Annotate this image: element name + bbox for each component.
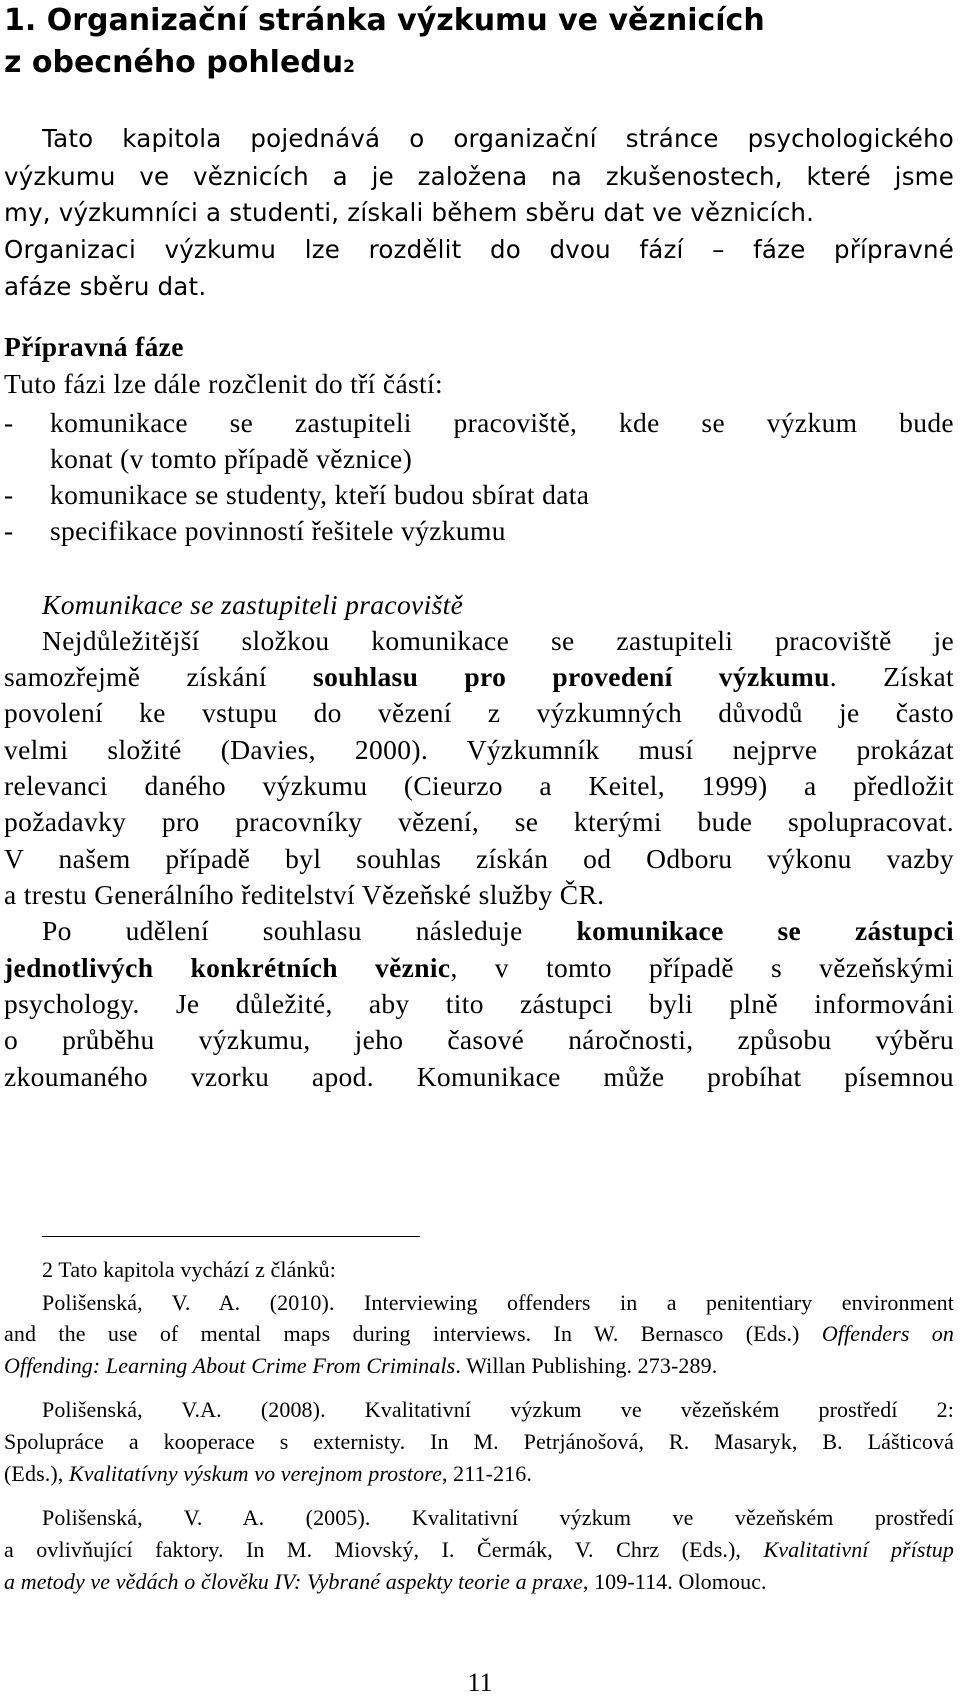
reference-text: , 109-114. Olomouc. <box>582 1569 767 1594</box>
reference-title: Kvalitativní přístup <box>763 1537 954 1562</box>
footnote-ref[interactable]: 2 <box>343 57 355 77</box>
reference-line: Polišenská, V. A. (2010). Interviewing offenders in a penitentiary environment <box>42 1290 954 1315</box>
body-text: Po udělení souhlasu následuje <box>42 915 577 946</box>
body-text: samozřejmě získání <box>4 661 314 692</box>
footnote-intro <box>42 1256 954 1284</box>
reference-title: Offending: Learning About Crime From Criminals <box>4 1353 456 1378</box>
reference-line <box>4 1320 954 1348</box>
reference-line: Spolupráce a kooperace s externisty. In M. Petrjánošová, R. Masaryk, B. Lášticová <box>4 1429 954 1454</box>
footnote-number: 2 <box>42 1257 54 1282</box>
reference-text: . Willan Publishing. 273-289. <box>455 1353 718 1378</box>
bullet-dash: - <box>4 515 14 546</box>
body-line: relevanci daného výzkumu (Cieurzo a Keitel, 1999) a předložit <box>4 770 954 801</box>
body-line: psychology. Je důležité, aby tito zástupci byli plně informováni <box>4 988 954 1019</box>
chapter-title-text: z obecného pohledu <box>4 45 344 80</box>
body-line <box>42 914 954 948</box>
intro-line: Organizaci výzkumu lze rozdělit do dvou fází – fáze přípravné <box>4 235 954 264</box>
body-line: zkoumaného vzorku apod. Komunikace může probíhat písemnou <box>4 1061 954 1092</box>
body-line: Nejdůležitější složkou komunikace se zastupiteli pracoviště je <box>42 625 954 656</box>
body-text: . Získat <box>829 661 954 692</box>
list-item-text: konat (v tomto případě věznice) <box>50 443 413 474</box>
body-line: povolení ke vstupu do vězení z výzkumných důvodů je často <box>4 697 954 728</box>
reference-title: Offenders on <box>821 1321 954 1346</box>
list-item-text: specifikace povinností řešitele výzkumu <box>50 515 506 546</box>
bullet-dash: - <box>4 407 14 438</box>
body-line: velmi složité (Davies, 2000). Výzkumník musí nejprve prokázat <box>4 734 954 765</box>
section-lead: Tuto fázi lze dále rozčlenit do tří částí: <box>4 368 444 399</box>
chapter-title-line-2 <box>4 44 954 86</box>
reference-line <box>4 1536 954 1564</box>
reference-text: (Eds.), <box>4 1461 69 1486</box>
reference-text: , 211-216. <box>441 1461 532 1486</box>
body-line <box>4 951 954 985</box>
list-item-text: komunikace se zastupiteli pracoviště, kde se výzkum bude <box>50 407 954 438</box>
reference-title: a metody ve vědách o člověku IV: Vybrané aspekty teorie a praxe <box>4 1569 583 1594</box>
body-text-bold: jednotlivých konkrétních věznic <box>4 952 451 983</box>
reference-text: and the use of mental maps during interviews. In W. Bernasco (Eds.) <box>4 1321 822 1346</box>
footnote-text: Tato kapitola vychází z článků: <box>53 1257 336 1282</box>
reference-line <box>4 1568 954 1596</box>
reference-line: Polišenská, V. A. (2005). Kvalitativní výzkum ve vězeňském prostředí <box>42 1505 954 1530</box>
reference-line <box>4 1460 954 1488</box>
subsection-heading: Komunikace se zastupiteli pracoviště <box>42 589 464 620</box>
chapter-title-line-1: 1. Organizační stránka výzkumu ve věznicích <box>4 3 765 38</box>
intro-line: výzkumu ve věznicích a je založena na zkušenostech, které jsme <box>4 162 954 191</box>
body-text-bold: souhlasu pro provedení výzkumu <box>313 661 830 692</box>
bullet-dash: - <box>4 479 14 510</box>
body-text-bold: komunikace se zástupci <box>576 915 954 946</box>
page-number: 11 <box>467 1668 493 1697</box>
body-line: V našem případě byl souhlas získán od Odboru výkonu vazby <box>4 843 954 874</box>
body-text: , v tomto případě s vězeňskými <box>450 952 954 983</box>
body-line: požadavky pro pracovníky vězení, se kterými bude spolupracovat. <box>4 806 954 837</box>
body-line: a trestu Generálního ředitelství Vězeňské služby ČR. <box>4 879 605 910</box>
list-item-text: komunikace se studenty, kteří budou sbírat data <box>50 479 590 510</box>
reference-text: a ovlivňující faktory. In M. Miovský, I. Čermák, V. Chrz (Eds.), <box>4 1537 764 1562</box>
reference-title: Kvalitatívny výskum vo verejnom prostore <box>68 1461 442 1486</box>
reference-line <box>4 1352 954 1380</box>
body-line <box>4 660 954 694</box>
intro-line: Tato kapitola pojednává o organizační stránce psychologického <box>42 124 954 153</box>
reference-line: Polišenská, V.A. (2008). Kvalitativní výzkum ve vězeňském prostředí 2: <box>42 1397 954 1422</box>
footnote-separator <box>42 1236 420 1237</box>
intro-line: afáze sběru dat. <box>4 272 207 301</box>
intro-line: my, výzkumníci a studenti, získali během sběru dat ve věznicích. <box>4 198 815 227</box>
body-line: o průběhu výzkumu, jeho časové náročnosti, způsobu výběru <box>4 1024 954 1055</box>
section-heading: Přípravná fáze <box>4 331 184 362</box>
